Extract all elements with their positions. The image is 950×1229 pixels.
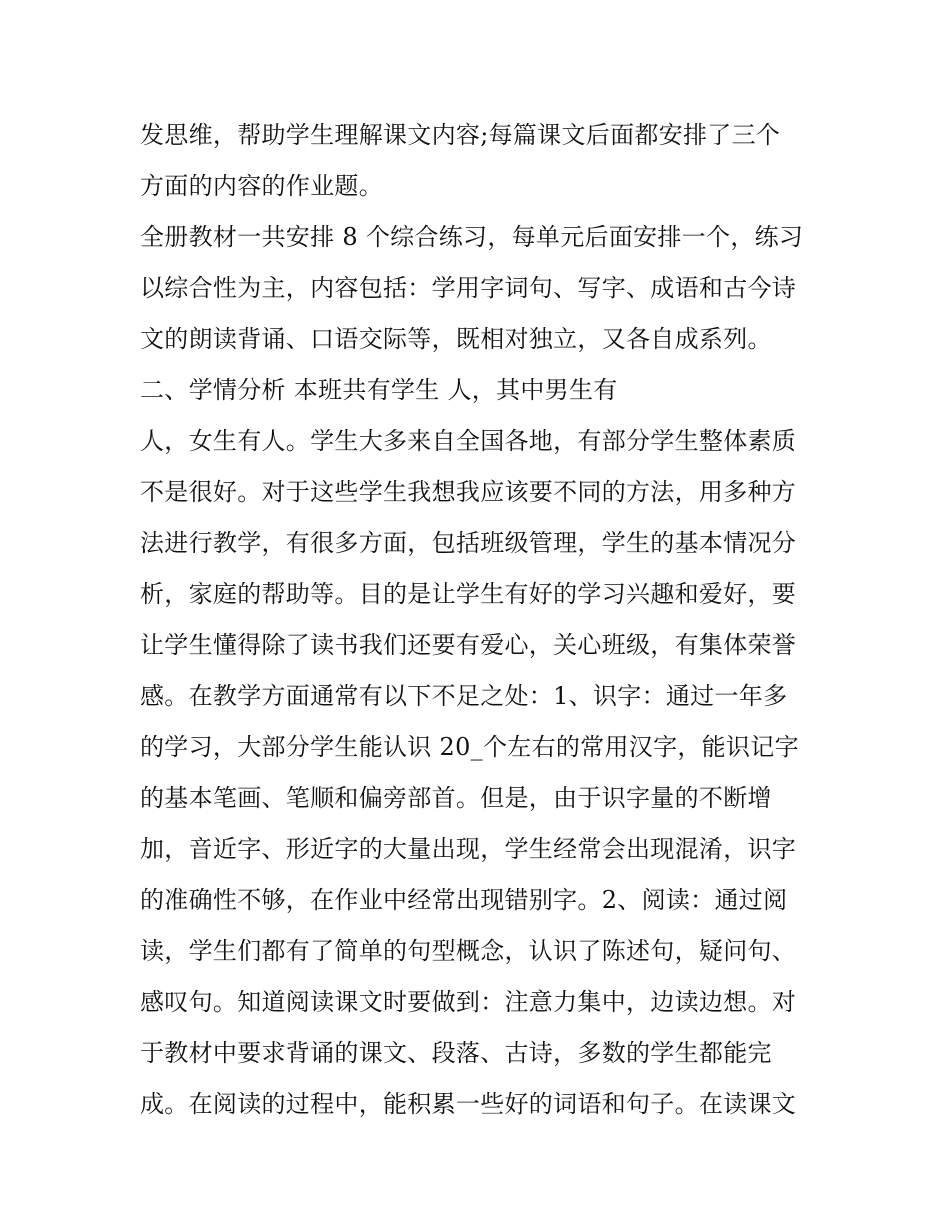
text-line: 人，女生有人。学生大多来自全国各地，有部分学生整体素质	[140, 427, 797, 455]
text-line: 析，家庭的帮助等。目的是让学生有好的学习兴趣和爱好，要	[140, 580, 797, 608]
text-line: 的准确性不够，在作业中经常出现错别字。2、阅读：通过阅	[140, 886, 788, 914]
text-line: 感叹句。知道阅读课文时要做到：注意力集中，边读边想。对	[140, 988, 797, 1016]
text-line: 感。在教学方面通常有以下不足之处：1、识字：通过一年多	[140, 682, 788, 710]
text-line: 不是很好。对于这些学生我想我应该要不同的方法，用多种方	[140, 478, 797, 506]
text-line: 加，音近字、形近字的大量出现，学生经常会出现混淆，识字	[140, 835, 797, 863]
text-line: 让学生懂得除了读书我们还要有爱心，关心班级，有集体荣誉	[140, 631, 797, 659]
body-text	[140, 110, 830, 1130]
text-line: 全册教材一共安排 8 个综合练习，每单元后面安排一个，练习	[140, 223, 804, 251]
text-line: 的基本笔画、笔顺和偏旁部首。但是，由于识字量的不断增	[140, 784, 772, 812]
text-line: 于教材中要求背诵的课文、段落、古诗，多数的学生都能完	[140, 1039, 772, 1067]
text-line: 读，学生们都有了简单的句型概念，认识了陈述句，疑问句、	[140, 937, 797, 965]
text-line: 的学习，大部分学生能认识 20_个左右的常用汉字，能识记字	[140, 733, 799, 761]
text-line: 以综合性为主，内容包括：学用字词句、写字、成语和古今诗	[140, 274, 797, 302]
text-line: 成。在阅读的过程中，能积累一些好的词语和句子。在读课文	[140, 1090, 797, 1118]
text-line: 法进行教学，有很多方面，包括班级管理，学生的基本情况分	[140, 529, 797, 557]
section-heading-line: 二、学情分析 本班共有学生 人，其中男生有	[140, 376, 618, 404]
text-line: 文的朗读背诵、口语交际等，既相对独立，又各自成系列。	[140, 325, 772, 353]
text-line: 发思维，帮助学生理解课文内容;每篇课文后面都安排了三个	[140, 121, 781, 149]
text-line: 方面的内容的作业题。	[140, 172, 383, 200]
